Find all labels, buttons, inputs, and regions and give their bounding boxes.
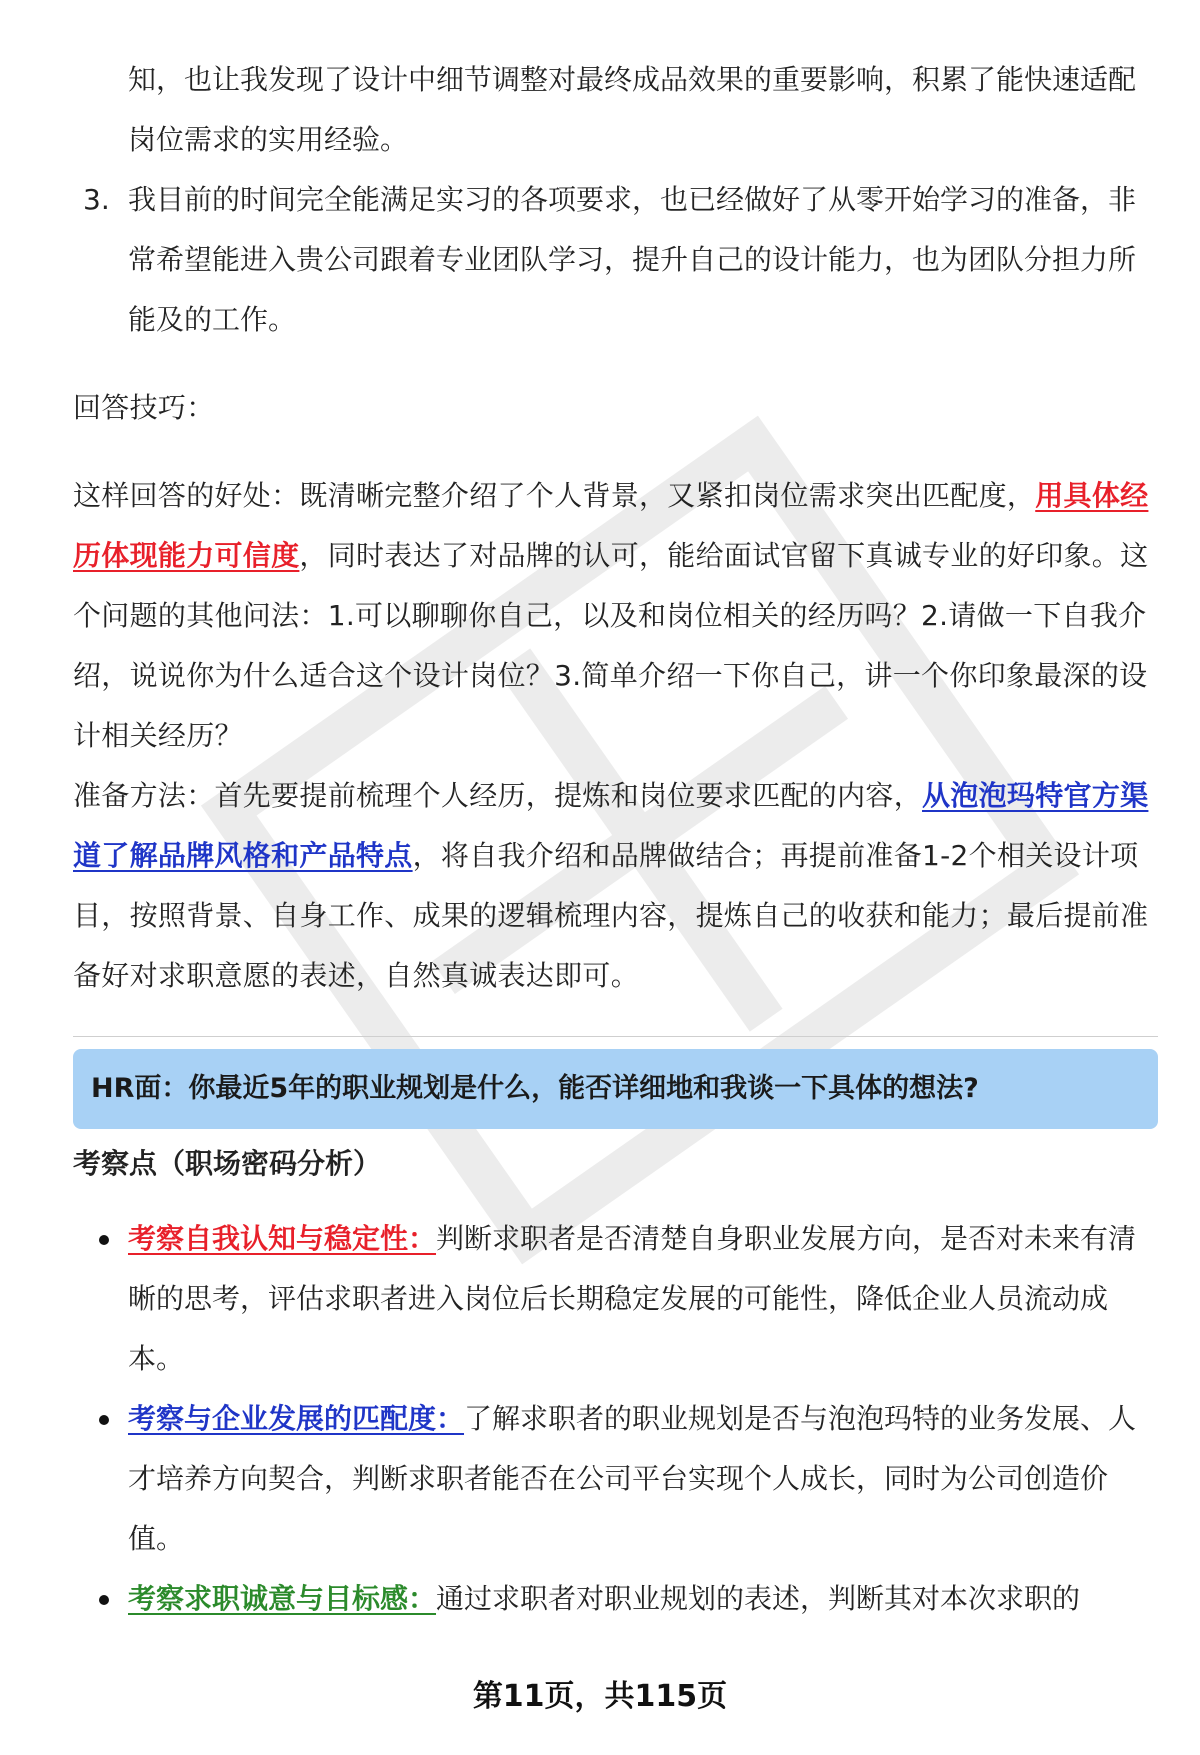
- tips-text: ，同时表达了对品牌的认可，能给面试官留下真诚专业的好印象。这个问题的其他问法：1.可以聊聊你自己，以及和岗位相关的经历吗？2.请做一下自我介绍，说说你为什么适合这个设计岗位？3.简单介绍一下你自己，讲一个你印象最深的设计相关经历？: [73, 539, 1149, 752]
- analysis-label-link[interactable]: 考察自我认知与稳定性：: [128, 1222, 437, 1255]
- list-item: [73, 50, 1158, 170]
- highlight-link-credibility[interactable]: 用具体经历体现能力可信度: [73, 479, 1149, 572]
- analysis-text: 判断求职者是否清楚自身职业发展方向，是否对未来有清晰的思考，评估求职者进入岗位后长期稳定发展的可能性，降低企业人员流动成本。: [128, 1222, 1137, 1375]
- tips-text: 准备方法：首先要提前梳理个人经历，提炼和岗位要求匹配的内容，: [73, 779, 923, 812]
- question-heading: HR面：你最近5年的职业规划是什么，能否详细地和我谈一下具体的想法?: [73, 1049, 1158, 1129]
- tips-text: ，将自我介绍和品牌做结合；再提前准备1-2个相关设计项目，按照背景、自身工作、成果的逻辑梳理内容，提炼自己的收获和能力；最后提前准备好对求职意愿的表述，自然真诚表达即可。: [73, 839, 1149, 992]
- list-item-text: 知，也让我发现了设计中细节调整对最终成品效果的重要影响，积累了能快速适配岗位需求的实用经验。: [128, 63, 1137, 156]
- analysis-bullet-list: [73, 1209, 1158, 1629]
- list-item: [73, 1389, 1158, 1569]
- list-item: [73, 170, 1158, 350]
- intro-numbered-list: [73, 50, 1158, 350]
- list-item-text: 我目前的时间完全能满足实习的各项要求，也已经做好了从零开始学习的准备，非常希望能进入贵公司跟着专业团队学习，提升自己的设计能力，也为团队分担力所能及的工作。: [128, 183, 1137, 336]
- analysis-label-link[interactable]: 考察与企业发展的匹配度：: [128, 1402, 465, 1435]
- page-number: 第11页，共115页: [472, 1679, 728, 1714]
- tips-text: 这样回答的好处：既清晰完整介绍了个人背景，又紧扣岗位需求突出匹配度，: [73, 479, 1036, 512]
- highlight-link-official-channels[interactable]: 从泡泡玛特官方渠道了解品牌风格和产品特点: [73, 779, 1149, 872]
- analysis-text: 通过求职者对职业规划的表述，判断其对本次求职的: [436, 1582, 1081, 1615]
- analysis-text: 了解求职者的职业规划是否与泡泡玛特的业务发展、人才培养方向契合，判断求职者能否在公司平台实现个人成长，同时为公司创造价值。: [128, 1402, 1137, 1555]
- list-item: [73, 1569, 1158, 1629]
- analysis-title: 考察点（职场密码分析）: [73, 1147, 382, 1180]
- page-content: [73, 50, 1158, 1629]
- analysis-label-link[interactable]: 考察求职诚意与目标感：: [128, 1582, 437, 1615]
- list-number: 3.: [83, 183, 110, 216]
- section-divider: [73, 1036, 1158, 1037]
- tips-paragraph-preparation: [73, 766, 1158, 1006]
- list-item: [73, 1209, 1158, 1389]
- tips-paragraph-benefits: [73, 466, 1158, 766]
- tips-label: 回答技巧：: [73, 391, 215, 424]
